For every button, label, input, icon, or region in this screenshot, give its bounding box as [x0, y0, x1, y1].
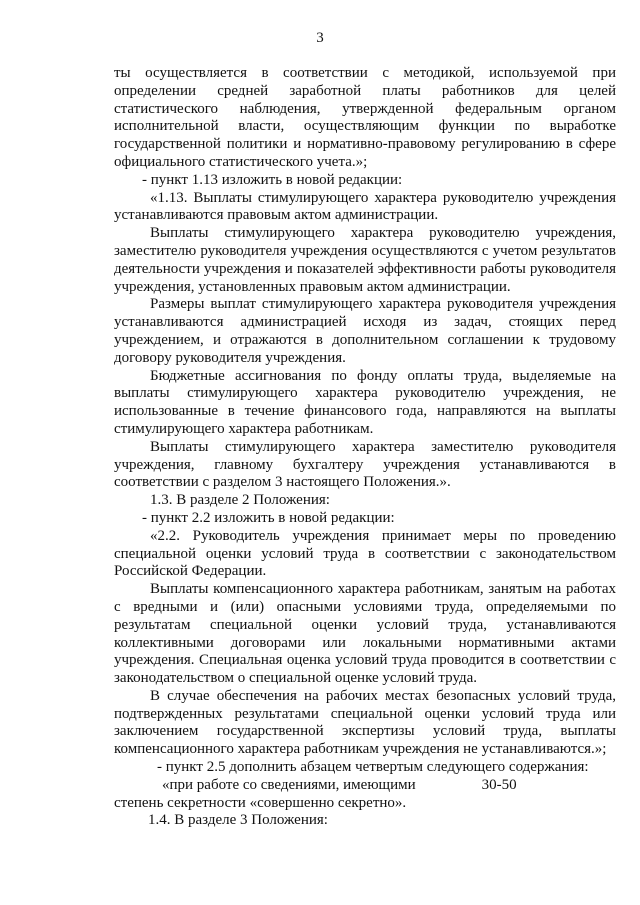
- amendment-item-1-13: - пункт 1.13 изложить в новой редакции:: [142, 171, 403, 188]
- paragraph-deputy-payments: Выплаты стимулирующего характера заместителю руководителя учреждения, главному бухгалтеру учреждения устанавливаются в соответствии с разделом 3 настоящего Положения.».: [114, 438, 616, 491]
- paragraph-compensation-payments: Выплаты компенсационного характера работникам, занятым на работах с вредными и (или) опасными условиями труда, определяемыми по результатам специальной оценки условий труда, устанавливаются коллективными договорами или локальными нормативными актами учреждения. Специальная оценка условий труда проводится в соответствии с законодательством о специальной оценке условий труда.: [114, 581, 616, 687]
- secrecy-line: [114, 777, 616, 795]
- amendment-item-2-2: - пункт 2.2 изложить в новой редакции:: [142, 509, 395, 526]
- clause-1-13: «1.13. Выплаты стимулирующего характера руководителю учреждения устанавливаются правовым актом администрации.: [114, 189, 616, 224]
- section-heading-1-4: 1.4. В разделе 3 Положения:: [148, 812, 328, 829]
- document-body: [114, 65, 616, 830]
- amendment-item-2-5: - пункт 2.5 дополнить абзацем четвертым следующего содержания:: [157, 759, 589, 776]
- secrecy-clause-text: «при работе со сведениями, имеющими: [162, 776, 416, 793]
- paragraph-safe-conditions: В случае обеспечения на рабочих местах безопасных условий труда, подтвержденных результатами специальной оценки условий труда или заключением государственной экспертизы условий труда, выплаты компенсационного характера работникам учреждения не устанавливаются.»;: [114, 687, 616, 758]
- clause-2-2: «2.2. Руководитель учреждения принимает меры по проведению специальной оценки условий труда в соответствии с законодательством Российской Федерации.: [114, 527, 616, 580]
- paragraph-budget-allocations: Бюджетные ассигнования по фонду оплаты труда, выделяемые на выплаты стимулирующего характера руководителю учреждения, не использованные в течение финансового года, направляются на выплаты стимулирующего характера работникам.: [114, 367, 616, 437]
- paragraph-incentive-payments: Выплаты стимулирующего характера руководителю учреждения, заместителю руководителя учреждения осуществляются с учетом результатов деятельности учреждения и показателей эффективности работы руководителя учреждения, установленных правовым актом администрации.: [114, 225, 616, 295]
- paragraph-incentive-amounts: Размеры выплат стимулирующего характера руководителя учреждения устанавливаются администрацией исходя из задач, стоящих перед учреждением, и отражаются в дополнительном соглашении к трудовому договору руководителя учреждения.: [114, 296, 616, 366]
- page-number: 3: [316, 30, 324, 46]
- section-heading-1-3: 1.3. В разделе 2 Положения:: [150, 492, 330, 509]
- secrecy-percent-range: 30-50: [481, 776, 517, 793]
- paragraph-continuation: ты осуществляется в соответствии с методикой, используемой при определении средней заработной платы работников для целей статистического наблюдения, утвержденной федеральным органом исполнительной власти, осуществляющим функции по выработке государственной политики и нормативно-правовому регулированию в сфере официального статистического учета.»;: [114, 65, 616, 170]
- secrecy-level: степень секретности «совершенно секретно».: [114, 794, 407, 811]
